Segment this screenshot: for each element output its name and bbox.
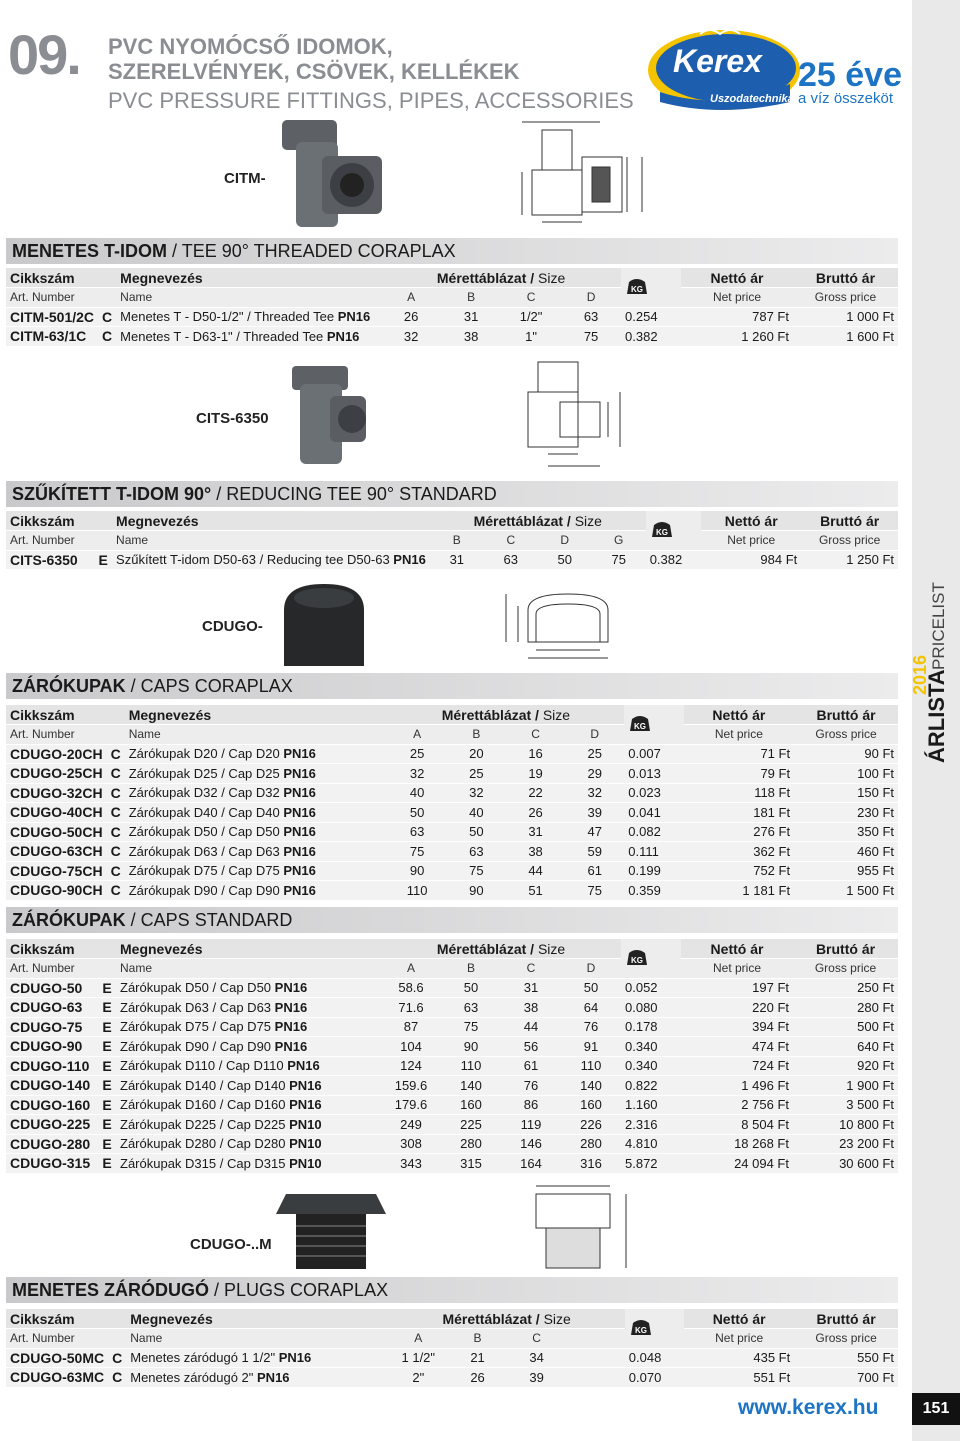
table-row: CDUGO-90 E Zárókupak D90 / Cap D90 PN16 104 90 56 91 0.340 474 Ft 640 Ft [6, 1037, 898, 1057]
product-name: Zárókupak D63 / Cap D63 PN16 [125, 842, 388, 862]
weight-kg: 1.160 [621, 1095, 681, 1115]
website-link[interactable]: www.kerex.hu [738, 1396, 879, 1419]
net-price: 276 Ft [684, 822, 794, 842]
product-name: Zárókupak D50 / Cap D50 PN16 [125, 822, 388, 842]
product-class: C [107, 861, 125, 881]
table-row: CDUGO-160 E Zárókupak D160 / Cap D160 PN16 179.6 160 86 160 1.160 2 756 Ft 3 500 Ft [6, 1095, 898, 1115]
table-header-hu: Cikkszám Megnevezés Mérettáblázat / Size KG Nettó ár Bruttó ár [6, 1309, 898, 1329]
product-class: E [98, 998, 116, 1018]
cap-drawing [496, 586, 626, 669]
table-header-en: Art. Number Name A B C D Net price Gross price [6, 959, 898, 979]
product-name: Zárókupak D90 / Cap D90 PN16 [125, 881, 388, 901]
svg-text:KG: KG [631, 284, 644, 294]
net-price: 362 Ft [684, 842, 794, 862]
weight-kg: 0.382 [646, 550, 701, 570]
table-threaded-tee [6, 268, 898, 347]
weight-kg: 0.199 [624, 861, 683, 881]
gross-price: 1 500 Ft [794, 881, 898, 901]
weight-kg: 0.178 [621, 1017, 681, 1037]
plug-photo [266, 1184, 396, 1279]
product-class: E [98, 1154, 116, 1174]
gross-price: 250 Ft [793, 978, 898, 998]
table-header-hu: Cikkszám Megnevezés Mérettáblázat / Size KG Nettó ár Bruttó ár [6, 268, 898, 288]
weight-kg: 0.340 [621, 1056, 681, 1076]
gross-price: 280 Ft [793, 998, 898, 1018]
page-number: 151 [912, 1393, 960, 1425]
table-row: CDUGO-50 E Zárókupak D50 / Cap D50 PN16 58.6 50 31 50 0.052 197 Ft 250 Ft [6, 978, 898, 998]
product-class: E [98, 978, 116, 998]
net-price: 118 Ft [684, 783, 794, 803]
article-number: CDUGO-90 [6, 1037, 98, 1057]
net-price: 394 Ft [681, 1017, 793, 1037]
weight-kg: 0.013 [624, 764, 683, 784]
section-title-plugs: MENETES ZÁRÓDUGÓ / PLUGS CORAPLAX [6, 1277, 898, 1303]
gross-price: 1 900 Ft [793, 1076, 898, 1096]
article-number: CITS-6350 [6, 550, 94, 570]
table-header-en: Art. Number Name A B C D Net price Gross price [6, 725, 898, 745]
reducing-tee-photo [286, 366, 376, 471]
weight-kg-icon [629, 1317, 653, 1337]
net-price: 79 Ft [684, 764, 794, 784]
weight-kg: 0.023 [624, 783, 683, 803]
weight-kg: 2.316 [621, 1115, 681, 1135]
product-name: Menetes T - D50-1/2" / Threaded Tee PN16 [116, 307, 381, 327]
anniversary-tagline: a víz összeköt [798, 90, 894, 107]
article-number: CDUGO-110 [6, 1056, 98, 1076]
weight-kg: 0.359 [624, 881, 683, 901]
chapter-title-en: PVC PRESSURE FITTINGS, PIPES, ACCESSORIES [108, 88, 634, 113]
reducing-tee-drawing [508, 350, 628, 479]
table-reducing-tee [6, 511, 898, 570]
net-price: 724 Ft [681, 1056, 793, 1076]
table-row: CDUGO-75 E Zárókupak D75 / Cap D75 PN16 87 75 44 76 0.178 394 Ft 500 Ft [6, 1017, 898, 1037]
svg-text:KG: KG [631, 955, 643, 965]
weight-kg: 0.822 [621, 1076, 681, 1096]
gross-price: 700 Ft [794, 1368, 898, 1388]
weight-kg: 0.382 [621, 327, 681, 347]
table-row: CITM-501/2C C Menetes T - D50-1/2" / Threaded Tee PN16 26 31 1/2" 63 0.254 787 Ft 1 000 Ft [6, 307, 898, 327]
net-price: 984 Ft [701, 550, 801, 570]
product-class: C [108, 1348, 126, 1368]
svg-text:PRICELIST: PRICELIST [929, 582, 948, 670]
gross-price: 500 Ft [793, 1017, 898, 1037]
net-price: 752 Ft [684, 861, 794, 881]
product-class: C [98, 307, 116, 327]
article-number: CDUGO-225 [6, 1115, 98, 1135]
net-price: 1 181 Ft [684, 881, 794, 901]
table-header-hu: Cikkszám Megnevezés Mérettáblázat / Size KG Nettó ár Bruttó ár [6, 939, 898, 959]
section-title-threaded-tee: MENETES T-IDOM / TEE 90° THREADED CORAPLAX [6, 238, 898, 264]
product-class: E [94, 550, 112, 570]
svg-text:KG: KG [634, 721, 647, 731]
article-number: CDUGO-63CH [6, 842, 107, 862]
side-pricelist [910, 565, 956, 765]
tee-threaded-drawing [512, 112, 660, 237]
table-header-hu: Cikkszám Megnevezés Mérettáblázat / Size KG Nettó ár Bruttó ár [6, 705, 898, 725]
product-class: E [98, 1115, 116, 1135]
product-name: Menetes záródugó 2" PN16 [126, 1368, 388, 1388]
product-name: Zárókupak D20 / Cap D20 PN16 [125, 744, 388, 764]
product-name: Zárókupak D63 / Cap D63 PN16 [116, 998, 381, 1018]
product-name: Zárókupak D75 / Cap D75 PN16 [116, 1017, 381, 1037]
weight-kg: 0.048 [625, 1348, 684, 1368]
table-row: CDUGO-25CH C Zárókupak D25 / Cap D25 PN16 32 25 19 29 0.013 79 Ft 100 Ft [6, 764, 898, 784]
product-class: C [107, 881, 125, 901]
product-name: Zárókupak D75 / Cap D75 PN16 [125, 861, 388, 881]
table-row: CDUGO-140 E Zárókupak D140 / Cap D140 PN16 159.6 140 76 140 0.822 1 496 Ft 1 900 Ft [6, 1076, 898, 1096]
product-class: C [107, 842, 125, 862]
net-price: 2 756 Ft [681, 1095, 793, 1115]
product-class: E [98, 1056, 116, 1076]
product-name: Zárókupak D280 / Cap D280 PN10 [116, 1134, 381, 1154]
product-class: E [98, 1134, 116, 1154]
weight-kg: 0.080 [621, 998, 681, 1018]
article-number: CDUGO-160 [6, 1095, 98, 1115]
article-number: CDUGO-20CH [6, 744, 107, 764]
weight-kg: 0.082 [624, 822, 683, 842]
article-number: CDUGO-140 [6, 1076, 98, 1096]
weight-kg-icon [628, 713, 652, 733]
table-row: CDUGO-63MC C Menetes záródugó 2" PN16 2" 26 39 0.070 551 Ft 700 Ft [6, 1368, 898, 1388]
table-row: CITS-6350 E Szűkített T-idom D50-63 / Reducing tee D50-63 PN16 31 63 50 75 0.382 984 Ft 1 250 Ft [6, 550, 898, 570]
product-class: C [108, 1368, 126, 1388]
weight-kg-icon [625, 276, 649, 296]
product-class: C [107, 803, 125, 823]
table-row: CDUGO-225 E Zárókupak D225 / Cap D225 PN10 249 225 119 226 2.316 8 504 Ft 10 800 Ft [6, 1115, 898, 1135]
svg-text:KG: KG [634, 1325, 647, 1335]
article-number: CDUGO-40CH [6, 803, 107, 823]
gross-price: 23 200 Ft [793, 1134, 898, 1154]
table-row: CDUGO-50CH C Zárókupak D50 / Cap D50 PN16 63 50 31 47 0.082 276 Ft 350 Ft [6, 822, 898, 842]
article-number: CDUGO-63 [6, 998, 98, 1018]
net-price: 18 268 Ft [681, 1134, 793, 1154]
product-label: CDUGO- [202, 618, 263, 635]
net-price: 1 260 Ft [681, 327, 793, 347]
table-row: CITM-63/1C C Menetes T - D63-1" / Threaded Tee PN16 32 38 1" 75 0.382 1 260 Ft 1 600 Ft [6, 327, 898, 347]
cap-photo [280, 580, 370, 675]
table-caps-coraplax [6, 705, 898, 901]
product-name: Menetes T - D63-1" / Threaded Tee PN16 [116, 327, 381, 347]
product-class: C [107, 764, 125, 784]
product-class: C [107, 822, 125, 842]
svg-text:KG: KG [655, 527, 668, 537]
gross-price: 350 Ft [794, 822, 898, 842]
table-header-en: Art. Number Name B C D G Net price Gross price [6, 531, 898, 551]
weight-kg: 0.007 [624, 744, 683, 764]
article-number: CITM-63/1C [6, 327, 98, 347]
kerex-logo [640, 22, 800, 114]
table-row: CDUGO-50MC C Menetes záródugó 1 1/2" PN16 1 1/2" 21 34 0.048 435 Ft 550 Ft [6, 1348, 898, 1368]
product-name: Zárókupak D90 / Cap D90 PN16 [116, 1037, 381, 1057]
table-row: CDUGO-32CH C Zárókupak D32 / Cap D32 PN16 40 32 22 32 0.023 118 Ft 150 Ft [6, 783, 898, 803]
gross-price: 150 Ft [794, 783, 898, 803]
svg-text:2016: 2016 [910, 654, 930, 695]
table-header-en: Art. Number Name A B C D Net price Gross price [6, 288, 898, 308]
gross-price: 100 Ft [794, 764, 898, 784]
net-price: 435 Ft [684, 1348, 794, 1368]
article-number: CDUGO-50 [6, 978, 98, 998]
plug-drawing [500, 1180, 650, 1283]
table-row: CDUGO-315 E Zárókupak D315 / Cap D315 PN10 343 315 164 316 5.872 24 094 Ft 30 600 Ft [6, 1154, 898, 1174]
logo-brand: Kerex [673, 43, 762, 79]
table-row: CDUGO-40CH C Zárókupak D40 / Cap D40 PN16 50 40 26 39 0.041 181 Ft 230 Ft [6, 803, 898, 823]
net-price: 220 Ft [681, 998, 793, 1018]
product-class: E [98, 1017, 116, 1037]
net-price: 24 094 Ft [681, 1154, 793, 1174]
product-name: Zárókupak D32 / Cap D32 PN16 [125, 783, 388, 803]
weight-kg-icon [625, 947, 649, 967]
weight-kg: 5.872 [621, 1154, 681, 1174]
net-price: 787 Ft [681, 307, 793, 327]
product-name: Zárókupak D140 / Cap D140 PN16 [116, 1076, 381, 1096]
chapter-number: 09. [8, 23, 80, 86]
anniversary-years: 25 éve [798, 56, 902, 94]
table-row: CDUGO-90CH C Zárókupak D90 / Cap D90 PN16 110 90 51 75 0.359 1 181 Ft 1 500 Ft [6, 881, 898, 901]
product-name: Zárókupak D110 / Cap D110 PN16 [116, 1056, 381, 1076]
section-title-caps-coraplax: ZÁRÓKUPAK / CAPS CORAPLAX [6, 673, 898, 699]
article-number: CDUGO-63MC [6, 1368, 108, 1388]
net-price: 71 Ft [684, 744, 794, 764]
logo-sub: Uszodatechnika [710, 93, 794, 105]
article-number: CITM-501/2C [6, 307, 98, 327]
net-price: 1 496 Ft [681, 1076, 793, 1096]
net-price: 181 Ft [684, 803, 794, 823]
table-row: CDUGO-63CH C Zárókupak D63 / Cap D63 PN16 75 63 38 59 0.111 362 Ft 460 Ft [6, 842, 898, 862]
net-price: 551 Ft [684, 1368, 794, 1388]
product-name: Menetes záródugó 1 1/2" PN16 [126, 1348, 388, 1368]
section-title-caps-standard: ZÁRÓKUPAK / CAPS STANDARD [6, 907, 898, 933]
product-name: Zárókupak D40 / Cap D40 PN16 [125, 803, 388, 823]
table-row: CDUGO-20CH C Zárókupak D20 / Cap D20 PN16 25 20 16 25 0.007 71 Ft 90 Ft [6, 744, 898, 764]
article-number: CDUGO-90CH [6, 881, 107, 901]
product-label: CITS-6350 [196, 410, 269, 427]
product-name: Szűkített T-idom D50-63 / Reducing tee D50-63 PN16 [112, 550, 430, 570]
weight-kg: 0.340 [621, 1037, 681, 1057]
gross-price: 30 600 Ft [793, 1154, 898, 1174]
weight-kg: 0.052 [621, 978, 681, 998]
product-class: C [107, 783, 125, 803]
gross-price: 920 Ft [793, 1056, 898, 1076]
article-number: CDUGO-32CH [6, 783, 107, 803]
product-name: Zárókupak D225 / Cap D225 PN10 [116, 1115, 381, 1135]
table-header-en: Art. Number Name A B C Net price Gross price [6, 1329, 898, 1349]
gross-price: 10 800 Ft [793, 1115, 898, 1135]
net-price: 474 Ft [681, 1037, 793, 1057]
table-row: CDUGO-110 E Zárókupak D110 / Cap D110 PN16 124 110 61 110 0.340 724 Ft 920 Ft [6, 1056, 898, 1076]
product-name: Zárókupak D25 / Cap D25 PN16 [125, 764, 388, 784]
product-class: E [98, 1095, 116, 1115]
weight-kg: 0.111 [624, 842, 683, 862]
gross-price: 1 600 Ft [793, 327, 898, 347]
article-number: CDUGO-50CH [6, 822, 107, 842]
weight-kg: 0.070 [625, 1368, 684, 1388]
gross-price: 1 000 Ft [793, 307, 898, 327]
table-caps-standard [6, 939, 898, 1174]
product-class: C [98, 327, 116, 347]
net-price: 8 504 Ft [681, 1115, 793, 1135]
gross-price: 1 250 Ft [801, 550, 898, 570]
weight-kg: 4.810 [621, 1134, 681, 1154]
table-row: CDUGO-280 E Zárókupak D280 / Cap D280 PN10 308 280 146 280 4.810 18 268 Ft 23 200 Ft [6, 1134, 898, 1154]
product-name: Zárókupak D50 / Cap D50 PN16 [116, 978, 381, 998]
gross-price: 460 Ft [794, 842, 898, 862]
product-class: E [98, 1037, 116, 1057]
product-class: C [107, 744, 125, 764]
weight-kg: 0.041 [624, 803, 683, 823]
article-number: CDUGO-50MC [6, 1348, 108, 1368]
weight-kg: 0.254 [621, 307, 681, 327]
article-number: CDUGO-280 [6, 1134, 98, 1154]
article-number: CDUGO-75 [6, 1017, 98, 1037]
article-number: CDUGO-315 [6, 1154, 98, 1174]
product-label: CITM- [224, 170, 266, 187]
tee-threaded-photo [272, 112, 402, 237]
weight-kg-icon [650, 519, 674, 539]
table-row: CDUGO-63 E Zárókupak D63 / Cap D63 PN16 71.6 63 38 64 0.080 220 Ft 280 Ft [6, 998, 898, 1018]
gross-price: 550 Ft [794, 1348, 898, 1368]
table-row: CDUGO-75CH C Zárókupak D75 / Cap D75 PN16 90 75 44 61 0.199 752 Ft 955 Ft [6, 861, 898, 881]
product-name: Zárókupak D160 / Cap D160 PN16 [116, 1095, 381, 1115]
product-label: CDUGO-..M [190, 1236, 272, 1253]
gross-price: 90 Ft [794, 744, 898, 764]
table-plugs [6, 1309, 898, 1388]
section-title-reducing-tee: SZŰKÍTETT T-IDOM 90° / REDUCING TEE 90° STANDARD [6, 481, 898, 507]
article-number: CDUGO-75CH [6, 861, 107, 881]
table-header-hu: Cikkszám Megnevezés Mérettáblázat / Size KG Nettó ár Bruttó ár [6, 511, 898, 531]
chapter-title-hu: PVC NYOMÓCSŐ IDOMOK, SZERELVÉNYEK, CSÖVEK, KELLÉKEK [108, 34, 520, 84]
product-class: E [98, 1076, 116, 1096]
net-price: 197 Ft [681, 978, 793, 998]
article-number: CDUGO-25CH [6, 764, 107, 784]
gross-price: 230 Ft [794, 803, 898, 823]
gross-price: 640 Ft [793, 1037, 898, 1057]
svg-text:ÁRLISTA: ÁRLISTA [924, 669, 949, 763]
gross-price: 955 Ft [794, 861, 898, 881]
product-name: Zárókupak D315 / Cap D315 PN10 [116, 1154, 381, 1174]
gross-price: 3 500 Ft [793, 1095, 898, 1115]
